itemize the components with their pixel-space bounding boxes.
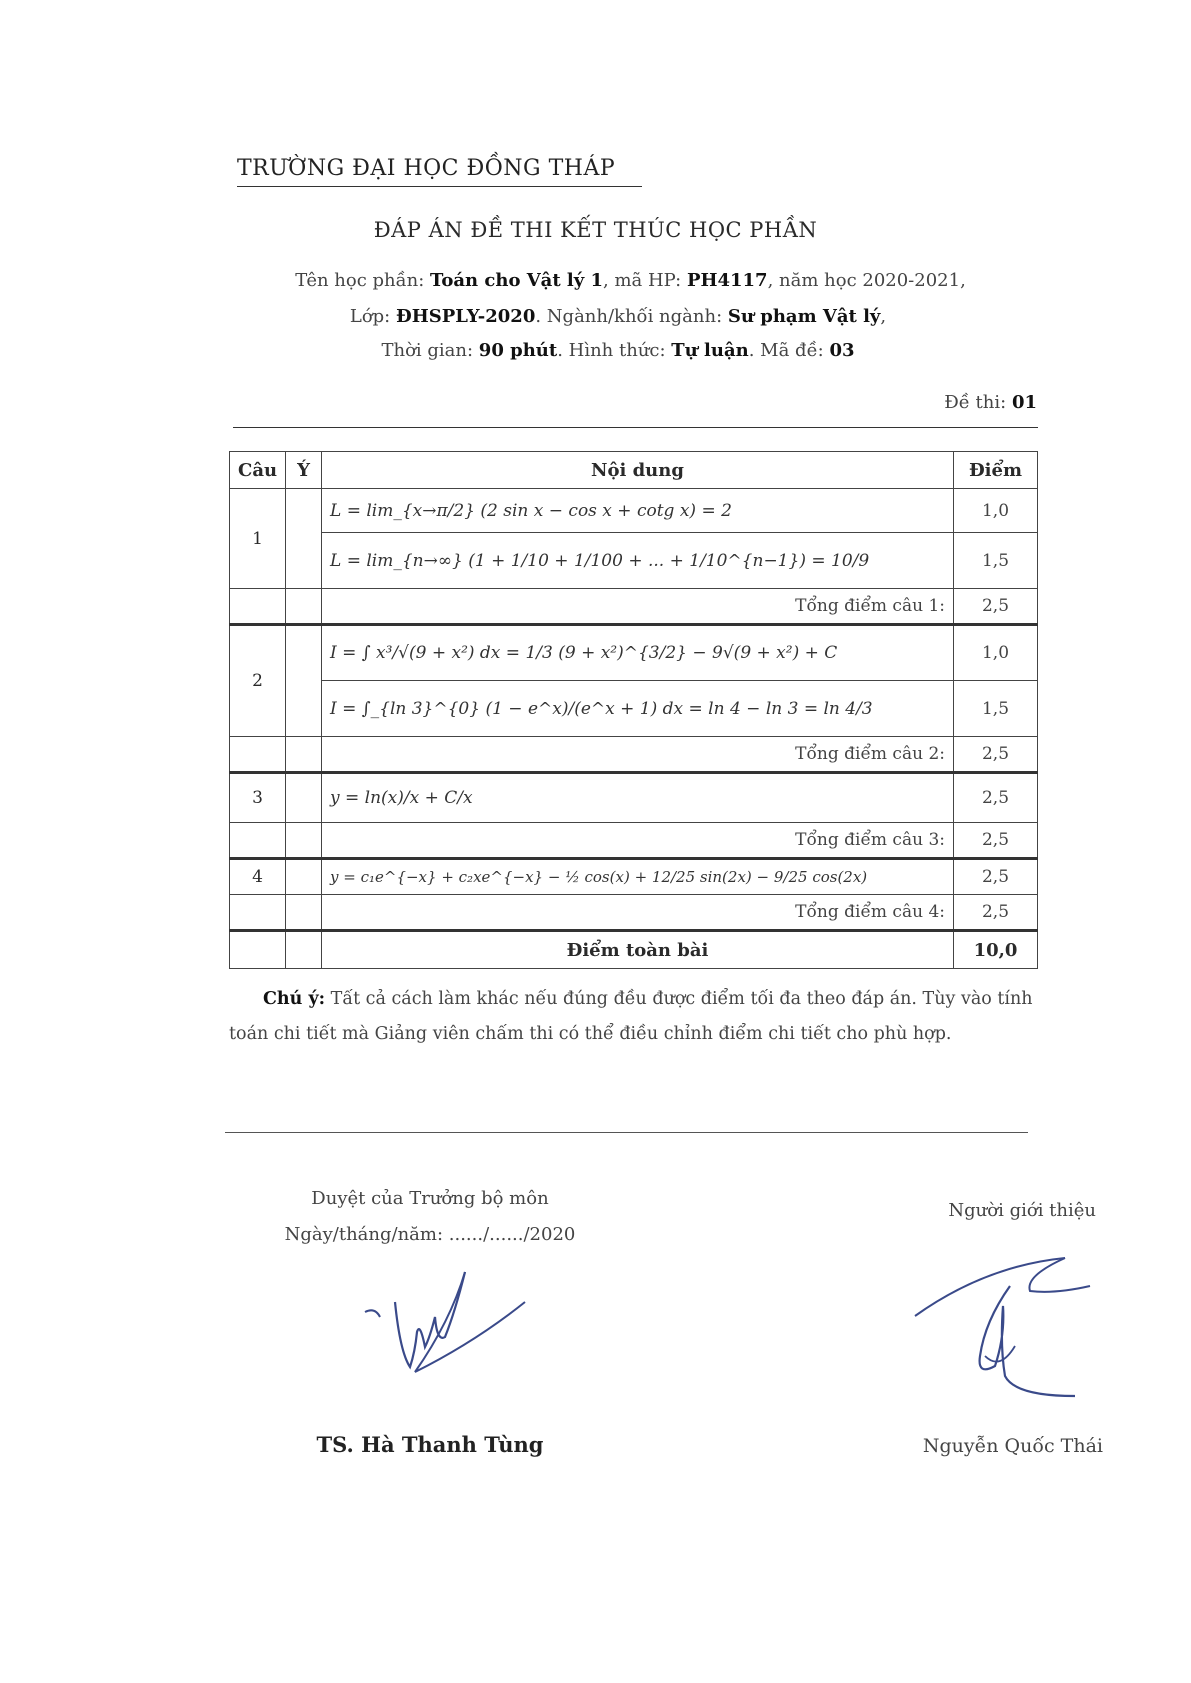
sub-cell xyxy=(286,859,322,895)
points: 1,5 xyxy=(954,681,1038,737)
points: 2,5 xyxy=(954,859,1038,895)
answer-content xyxy=(322,533,954,589)
empty-cell xyxy=(230,737,286,773)
subtotal-row xyxy=(230,895,1038,931)
empty-cell xyxy=(230,589,286,625)
answer-content xyxy=(322,859,954,895)
header-divider xyxy=(233,427,1038,428)
formula: y = ln(x)/x + C/x xyxy=(330,788,473,808)
note-text: Tất cả cách làm khác nếu đúng đều được điểm tối đa theo đáp án. Tùy vào tính toán chi tiết mà Giảng viên chấm thi có thể điều chỉnh điểm chi tiết cho phù hợp. xyxy=(229,989,1033,1044)
subtotal-label: Tổng điểm câu 3: xyxy=(322,823,954,859)
approver-name: TS. Hà Thanh Tùng xyxy=(316,1432,544,1457)
subtotal-value: 2,5 xyxy=(954,737,1038,773)
course-label: Tên học phần: xyxy=(295,270,431,291)
points: 1,0 xyxy=(954,625,1038,681)
exam-number-value: 01 xyxy=(1011,392,1037,413)
empty-cell xyxy=(286,895,322,931)
approval-date: Ngày/tháng/năm: ....../....../2020 xyxy=(284,1224,576,1245)
comma: , xyxy=(880,306,887,327)
empty-cell xyxy=(286,823,322,859)
grand-total-value: 10,0 xyxy=(954,931,1038,969)
empty-cell xyxy=(286,737,322,773)
time-value: 90 phút xyxy=(478,340,558,361)
exam-number xyxy=(944,392,1037,413)
table-row xyxy=(230,625,1038,681)
table-row xyxy=(230,489,1038,533)
subtotal-row xyxy=(230,737,1038,773)
answer-content xyxy=(322,625,954,681)
subtotal-row xyxy=(230,589,1038,625)
format-value: Tự luận xyxy=(671,340,749,361)
question-number: 2 xyxy=(230,625,286,737)
subtotal-row xyxy=(230,823,1038,859)
course-code: PH4117 xyxy=(686,270,768,291)
subtotal-label: Tổng điểm câu 4: xyxy=(322,895,954,931)
formula: I = ∫_{ln 3}^{0} (1 − e^x)/(e^x + 1) dx = ln 4 − ln 3 = ln 4/3 xyxy=(330,698,873,719)
approval-title: Duyệt của Trưởng bộ môn xyxy=(311,1188,549,1209)
school-underline xyxy=(237,186,642,187)
answer-content xyxy=(322,489,954,533)
points: 2,5 xyxy=(954,773,1038,823)
class-info-line xyxy=(0,306,1191,327)
subtotal-label: Tổng điểm câu 2: xyxy=(322,737,954,773)
footer-divider xyxy=(225,1132,1028,1133)
time-label: Thời gian: xyxy=(381,340,479,361)
sub-cell xyxy=(286,625,322,737)
subtotal-value: 2,5 xyxy=(954,895,1038,931)
class-name: ĐHSPLY-2020 xyxy=(395,306,536,327)
course-info-line xyxy=(0,270,1191,291)
note-label: Chú ý: xyxy=(263,989,326,1009)
formula: L = lim_{n→∞} (1 + 1/10 + 1/100 + ... + 1/10^{n−1}) = 10/9 xyxy=(330,550,870,571)
format-label: . Hình thức: xyxy=(557,340,672,361)
school-year: , năm học 2020-2021, xyxy=(767,270,966,291)
subtotal-label: Tổng điểm câu 1: xyxy=(322,589,954,625)
grand-total-label: Điểm toàn bài xyxy=(322,931,954,969)
formula: L = lim_{x→π/2} (2 sin x − cos x + cotg x) = 2 xyxy=(330,500,732,521)
formula: y = c₁e^{−x} + c₂xe^{−x} − ½ cos(x) + 12/25 sin(2x) − 9/25 cos(2x) xyxy=(330,868,868,886)
points: 1,0 xyxy=(954,489,1038,533)
col-header-noidung: Nội dung xyxy=(322,452,954,489)
exam-code: 03 xyxy=(829,340,855,361)
col-header-y: Ý xyxy=(286,452,322,489)
grand-total-row xyxy=(230,931,1038,969)
note-paragraph xyxy=(229,982,1035,1052)
introducer-name: Nguyễn Quốc Thái xyxy=(922,1435,1103,1457)
table-row xyxy=(230,773,1038,823)
formula: I = ∫ x³/√(9 + x²) dx = 1/3 (9 + x²)^{3/2} − 9√(9 + x²) + C xyxy=(330,643,838,663)
table-row xyxy=(230,859,1038,895)
col-header-diem: Điểm xyxy=(954,452,1038,489)
empty-cell xyxy=(286,931,322,969)
table-row xyxy=(230,533,1038,589)
course-name: Toán cho Vật lý 1 xyxy=(430,270,604,291)
sub-cell xyxy=(286,489,322,589)
approver-signature xyxy=(355,1262,555,1412)
course-code-label: , mã HP: xyxy=(603,270,687,291)
empty-cell xyxy=(230,895,286,931)
question-number: 1 xyxy=(230,489,286,589)
subtotal-value: 2,5 xyxy=(954,823,1038,859)
empty-cell xyxy=(286,589,322,625)
question-number: 3 xyxy=(230,773,286,823)
answer-content xyxy=(322,681,954,737)
subtotal-value: 2,5 xyxy=(954,589,1038,625)
exam-number-label: Đề thi: xyxy=(944,392,1012,413)
school-name: TRƯỜNG ĐẠI HỌC ĐỒNG THÁP xyxy=(237,156,616,181)
introducer-signature xyxy=(905,1246,1115,1416)
answer-content xyxy=(322,773,954,823)
answer-table xyxy=(229,451,1038,969)
points: 1,5 xyxy=(954,533,1038,589)
major-label: . Ngành/khối ngành: xyxy=(535,306,728,327)
question-number: 4 xyxy=(230,859,286,895)
empty-cell xyxy=(230,823,286,859)
class-label: Lớp: xyxy=(349,306,396,327)
sub-cell xyxy=(286,773,322,823)
col-header-cau: Câu xyxy=(230,452,286,489)
empty-cell xyxy=(230,931,286,969)
document-title: ĐÁP ÁN ĐỀ THI KẾT THÚC HỌC PHẦN xyxy=(373,218,818,242)
exam-code-label: . Mã đề: xyxy=(748,340,830,361)
introducer-title: Người giới thiệu xyxy=(948,1200,1096,1221)
exam-info-line xyxy=(0,340,1191,361)
table-header-row xyxy=(230,452,1038,489)
major-name: Sư phạm Vật lý xyxy=(727,306,881,327)
table-row xyxy=(230,681,1038,737)
